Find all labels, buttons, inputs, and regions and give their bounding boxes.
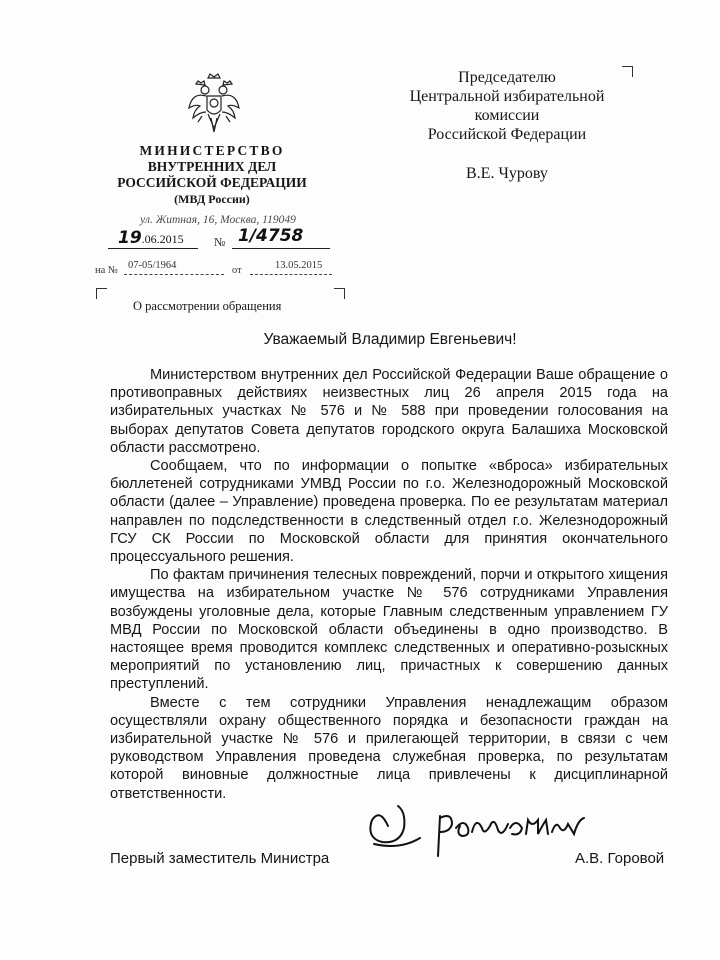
- body-paragraph: Вместе с тем сотрудники Управления ненадлежащим образом осуществляли охрану общественного порядка и безопасности граждан на избирательной участке № 576 и прилегающей территории, в связи с чем руководством Управления проведена служебная проверка, по результатам которой виновные должностные лица привлечены к дисциплинарной ответственности.: [110, 694, 668, 802]
- subject-line: О рассмотрении обращения: [133, 299, 282, 313]
- handwritten-signature: [360, 798, 610, 858]
- ministry-line-4: (МВД России): [174, 192, 250, 206]
- number-sign: №: [214, 235, 226, 249]
- ref-from: от: [232, 265, 242, 276]
- subject-corner-right: [334, 288, 345, 299]
- ref-prefix: на №: [95, 265, 118, 276]
- ref-number: 07-05/1964: [128, 260, 177, 271]
- recipient-line-4: Российской Федерации: [427, 126, 587, 143]
- ministry-line-3: РОССИЙСКОЙ ФЕДЕРАЦИИ: [117, 175, 307, 190]
- recipient-line-2: Центральной избирательной: [409, 88, 605, 105]
- body-paragraph: По фактам причинения телесных повреждений, порчи и открытого хищения имущества на избирательном участке № 576 сотрудниками Управления возбуждены уголовные дела, которые Главным следственным управлением ГУ МВД России по Московской области объединены в одно производство. В настоящее время проводится комплекс следственных и оперативно-розыскных мероприятий по установлению лиц, причастных к совершению данных преступлений.: [110, 567, 668, 693]
- ref-date: 13.05.2015: [275, 260, 323, 271]
- recipient-line-3: комиссии: [474, 107, 540, 124]
- ministry-line-2: ВНУТРЕННИХ ДЕЛ: [147, 159, 277, 174]
- salutation: Уважаемый Владимир Евгеньевич!: [263, 331, 517, 348]
- subject-corner-left: [96, 288, 107, 299]
- ref-number-underline: [124, 274, 224, 275]
- ministry-line-1: МИНИСТЕРСТВО: [139, 143, 285, 158]
- number-underline: [232, 248, 330, 249]
- recipient-name: В.Е. Чурову: [466, 165, 548, 182]
- recipient-block: [408, 68, 606, 144]
- recipient-line-1: Председателю: [458, 69, 556, 86]
- date-underline: [108, 248, 198, 249]
- ministry-address: ул. Житная, 16, Москва, 119049: [140, 214, 296, 226]
- outgoing-date-rest: .06.2015: [141, 232, 184, 246]
- recipient-corner: [622, 66, 633, 77]
- letter-body: [110, 366, 668, 803]
- ref-date-underline: [250, 274, 332, 275]
- body-paragraph: Министерством внутренних дел Российской Федерации Ваше обращение о противоправных действиях неизвестных лиц 26 апреля 2015 года на избирательных участках № 576 и № 588 при проведении голосования на выборах депутатов Совета депутатов городского округа Балашиха Московской области рассмотрено.: [110, 367, 668, 456]
- signatory-name: А.В. Горовой: [575, 850, 665, 867]
- body-paragraph: Сообщаем, что по информации о попытке «вброса» избирательных бюллетеней сотрудниками УМВД России по г.о. Железнодорожный Московской области (далее – Управление) проведена проверка. По ее результатам материал направлен по подследственности в следственный отдел г.о. Железнодорожный ГСУ СК России по Московской области для принятия окончательного процессуального решения.: [110, 458, 668, 566]
- signatory-position: Первый заместитель Министра: [110, 850, 330, 867]
- outgoing-date-day: 19: [118, 228, 142, 248]
- outgoing-number: 1/4758: [238, 226, 304, 246]
- outgoing-date: [118, 228, 184, 248]
- coat-of-arms-icon: [186, 72, 242, 134]
- ministry-header: [92, 143, 332, 207]
